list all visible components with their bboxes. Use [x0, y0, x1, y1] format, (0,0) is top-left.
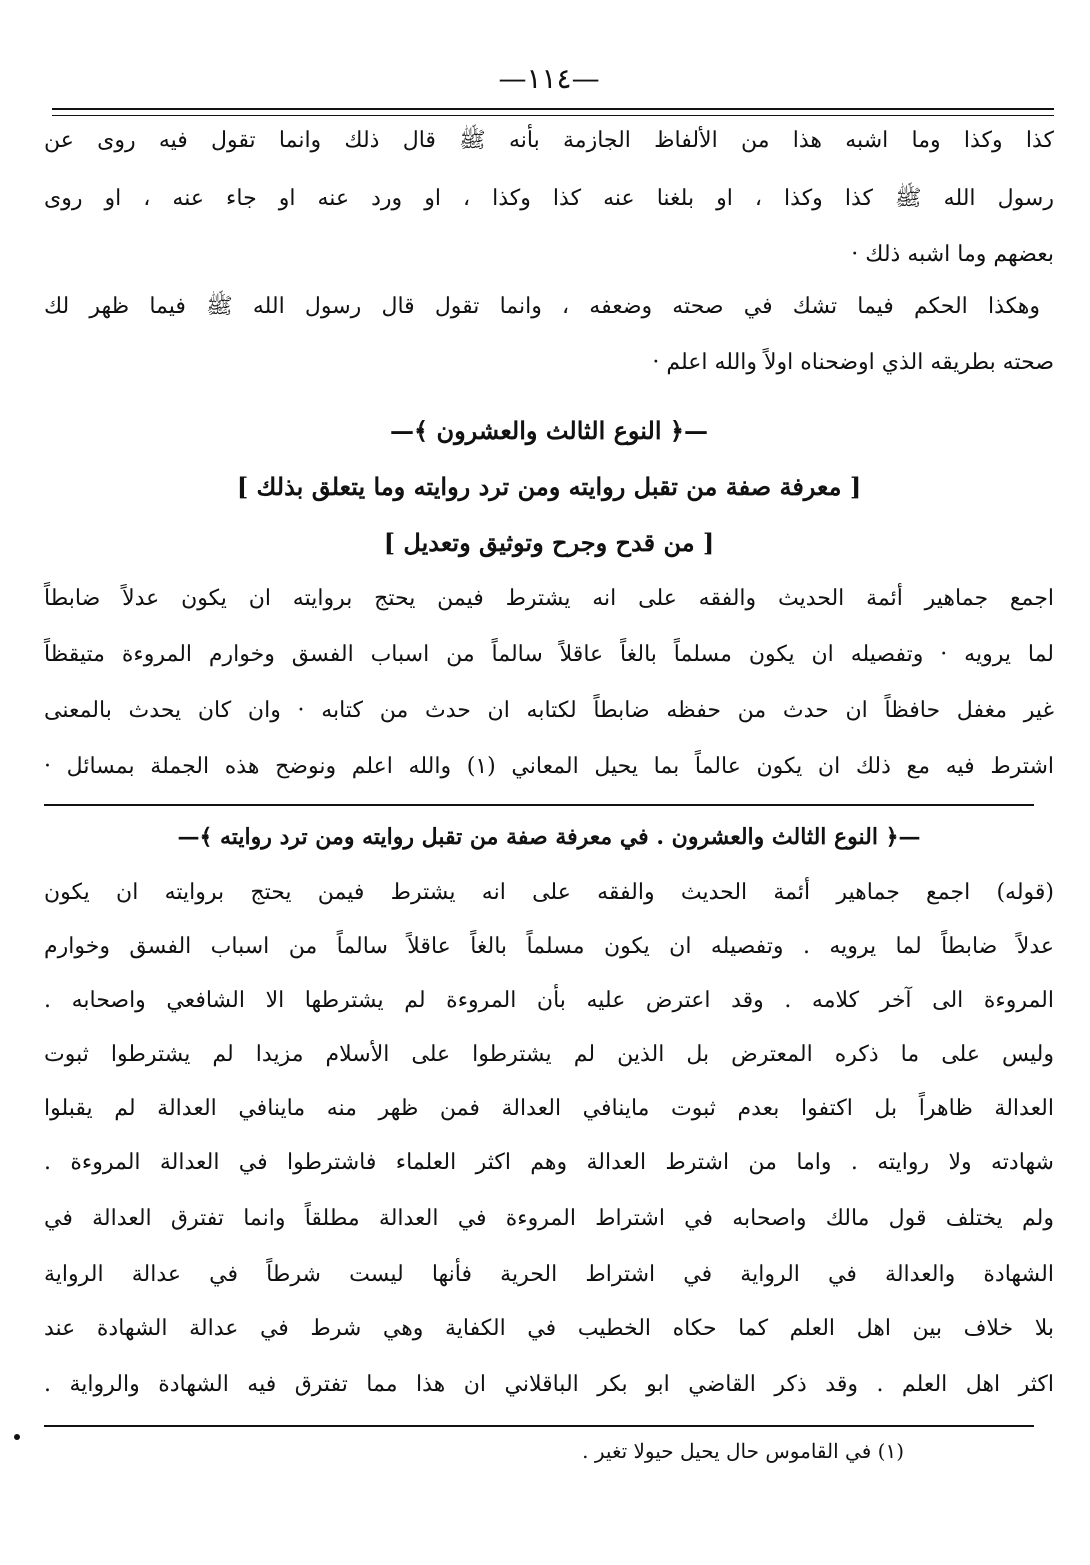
commentary-line: الشهادة والعدالة في الرواية في اشتراط الحرية فأنها ليست شرطاً في عدالة الرواية	[44, 1262, 1054, 1287]
commentary-line: وليس على ما ذكره المعترض بل الذين لم يشترطوا على الأسلام مزيدا لم يشترطوا ثبوت	[44, 1042, 1054, 1067]
text-line: رسول الله ﷺ كذا وكذا ، او بلغنا عنه كذا وكذا ، او ورد عنه او جاء عنه ، او روى	[44, 186, 1054, 211]
section-title: —﴿ النوع الثالث والعشرون ﴾—	[390, 416, 708, 445]
divider-rule	[44, 804, 1034, 806]
commentary-line: عدلاً ضابطاً لما يرويه . وتفصيله ان يكون مسلماً بالغاً عاقلاً سالماً من اسباب الفسق وخوارم	[44, 934, 1054, 959]
commentary-line: اكثر اهل العلم . وقد ذكر القاضي ابو بكر الباقلاني ان هذا مما تفترق فيه الشهادة والرواية .	[44, 1372, 1054, 1397]
commentary-line: (قوله) اجمع جماهير أئمة الحديث والفقه على انه يشترط فيمن يحتج بروايته ان يكون	[44, 880, 1054, 905]
margin-dot	[14, 1434, 20, 1440]
text-line: غير مغفل حافظاً ان حدث من حفظه ضابطاً لكتابه ان حدث من كتابه · وان كان يحدث بالمعنى	[44, 698, 1054, 723]
text-line: وهكذا الحكم فيما تشك في صحته وضعفه ، وانما تقول قال رسول الله ﷺ فيما ظهر لك	[44, 294, 1040, 319]
commentary-title: —﴿ النوع الثالث والعشرون . في معرفة صفة من تقبل روايته ومن ترد روايته ﴾—	[177, 824, 921, 850]
text-line: اشترط فيه مع ذلك ان يكون عالماً بما يحيل المعاني (١) والله اعلم ونوضح هذه الجملة بمسائل ·	[44, 754, 1054, 779]
commentary-line: بلا خلاف بين اهل العلم كما حكاه الخطيب في الكفاية وهي شرط في عدالة الشهادة عند	[44, 1316, 1054, 1341]
text-line: بعضهم وما اشبه ذلك ·	[851, 242, 1054, 267]
text-line: اجمع جماهير أئمة الحديث والفقه على انه يشترط فيمن يحتج بروايته ان يكون عدلاً ضابطاً	[44, 586, 1054, 611]
commentary-line: شهادته ولا روايته . واما من اشترط العدالة وهم اكثر العلماء فاشترطوا في العدالة المروءة .	[44, 1150, 1054, 1175]
text-line: لما يرويه · وتفصيله ان يكون مسلماً بالغاً عاقلاً سالماً من اسباب الفسق وخوارم المروءة متيقظاً	[44, 642, 1054, 667]
book-page	[44, 0, 1054, 1565]
footnote: (١) في القاموس حال يحيل حيولا تغير .	[582, 1439, 904, 1463]
page-number: —١١٤—	[498, 62, 600, 95]
commentary-line: العدالة ظاهراً بل اكتفوا بعدم ثبوت ماينافي العدالة فمن ظهر منه ماينافي العدالة لم يقبلوا	[44, 1096, 1054, 1121]
text-line: صحته بطريقه الذي اوضحناه اولاً والله اعلم ·	[652, 350, 1054, 375]
commentary-line: ولم يختلف قول مالك واصحابه في اشتراط المروءة في العدالة مطلقاً وانما تفترق العدالة في	[44, 1206, 1054, 1231]
text-line: كذا وكذا وما اشبه هذا من الألفاظ الجازمة بأنه ﷺ قال ذلك وانما تقول فيه روى عن	[44, 128, 1054, 153]
footnote-rule	[44, 1425, 1034, 1427]
commentary-line: المروءة الى آخر كلامه . وقد اعترض عليه بأن المروءة لم يشترطها الا الشافعي واصحابه .	[44, 988, 1054, 1013]
section-subtitle: [ من قدح وجرح وتوثيق وتعديل ]	[383, 528, 715, 557]
header-double-rule	[52, 108, 1054, 116]
section-subtitle: [ معرفة صفة من تقبل روايته ومن ترد روايته وما يتعلق بذلك ]	[236, 472, 862, 501]
